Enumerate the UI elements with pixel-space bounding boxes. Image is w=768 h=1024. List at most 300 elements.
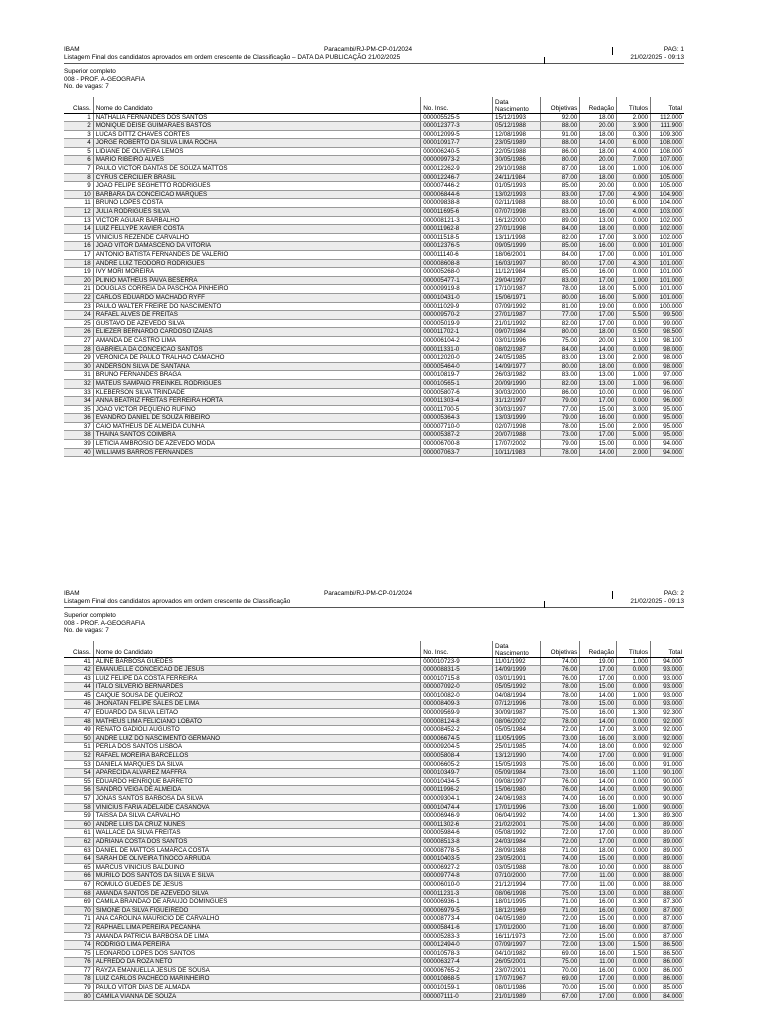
cell-essay: 18.00 bbox=[580, 173, 617, 182]
col-titles: Títulos bbox=[617, 97, 651, 114]
cell-titles: 1.000 bbox=[617, 276, 651, 285]
cell-name: ANDRE LUIS DA CRUZ NUNES bbox=[93, 820, 420, 829]
cell-class: 12 bbox=[64, 208, 93, 217]
cell-name: JOAO FELIPE SEGHETTO RODRIGUES bbox=[93, 182, 420, 191]
cell-titles: 0.000 bbox=[617, 880, 651, 889]
cell-registration: 000010434-5 bbox=[421, 777, 493, 786]
table-row bbox=[64, 405, 684, 414]
cell-birthdate: 24/06/1983 bbox=[493, 795, 541, 804]
cell-titles: 0.000 bbox=[617, 251, 651, 260]
cell-total: 101.000 bbox=[651, 242, 684, 251]
cell-titles: 0.000 bbox=[617, 846, 651, 855]
cell-objective: 88.00 bbox=[541, 199, 580, 208]
cell-birthdate: 16/11/1973 bbox=[493, 932, 541, 941]
cell-titles: 1.300 bbox=[617, 812, 651, 821]
cell-class: 65 bbox=[64, 863, 93, 872]
cell-name: LUIZ CARLOS PACHECO MARINHEIRO bbox=[93, 975, 420, 984]
table-row bbox=[64, 803, 684, 812]
cell-registration: 000006844-6 bbox=[421, 190, 493, 199]
cell-name: EVANDRO DANIEL DE SOUZA RIBEIRO bbox=[93, 414, 420, 423]
cell-total: 108.000 bbox=[651, 147, 684, 156]
cell-essay: 18.00 bbox=[580, 147, 617, 156]
cell-total: 87.000 bbox=[651, 906, 684, 915]
cell-essay: 15.00 bbox=[580, 405, 617, 414]
table-row bbox=[64, 820, 684, 829]
cell-titles: 0.000 bbox=[617, 700, 651, 709]
cell-objective: 72.00 bbox=[541, 932, 580, 941]
cell-class: 16 bbox=[64, 242, 93, 251]
cell-birthdate: 29/10/1988 bbox=[493, 165, 541, 174]
cell-total: 104.000 bbox=[651, 199, 684, 208]
cell-class: 36 bbox=[64, 414, 93, 423]
cell-objective: 86.00 bbox=[541, 147, 580, 156]
cell-essay: 15.00 bbox=[580, 700, 617, 709]
cell-total: 104.900 bbox=[651, 190, 684, 199]
cell-name: MATHEUS LIMA FELICIANO LOBATO bbox=[93, 717, 420, 726]
cell-class: 21 bbox=[64, 285, 93, 294]
cell-total: 92.000 bbox=[651, 726, 684, 735]
cell-registration: 000005019-9 bbox=[421, 319, 493, 328]
table-row bbox=[64, 448, 684, 457]
cell-name: VICTOR AGUIAR BARBALHO bbox=[93, 216, 420, 225]
cell-name: ALFREDO DA ROZA NETO bbox=[93, 958, 420, 967]
cell-objective: 72.00 bbox=[541, 915, 580, 924]
cell-name: ANDRE LUIZ TEODORO RODRIGUES bbox=[93, 259, 420, 268]
cell-titles: 0.000 bbox=[617, 302, 651, 311]
table-row bbox=[64, 743, 684, 752]
table-row bbox=[64, 285, 684, 294]
cell-titles: 1.000 bbox=[617, 657, 651, 666]
cell-birthdate: 29/04/1997 bbox=[493, 276, 541, 285]
cell-total: 86.000 bbox=[651, 966, 684, 975]
cell-total: 90.000 bbox=[651, 777, 684, 786]
cell-objective: 71.00 bbox=[541, 846, 580, 855]
cell-registration: 000007092-0 bbox=[421, 683, 493, 692]
table-row bbox=[64, 311, 684, 320]
table-row bbox=[64, 984, 684, 993]
header-divider bbox=[544, 57, 545, 64]
cell-class: 55 bbox=[64, 777, 93, 786]
cell-titles: 1.000 bbox=[617, 691, 651, 700]
cell-registration: 000010723-9 bbox=[421, 657, 493, 666]
table-row bbox=[64, 717, 684, 726]
cell-birthdate: 11/12/1984 bbox=[493, 268, 541, 277]
cell-name: PAULO VICTOR DANTAS DE SOUZA MATTOS bbox=[93, 165, 420, 174]
cell-objective: 74.00 bbox=[541, 743, 580, 752]
cell-essay: 16.00 bbox=[580, 709, 617, 718]
cell-registration: 000009774-8 bbox=[421, 872, 493, 881]
cell-class: 19 bbox=[64, 268, 93, 277]
cell-class: 44 bbox=[64, 683, 93, 692]
cell-essay: 13.00 bbox=[580, 379, 617, 388]
cell-registration: 000007710-0 bbox=[421, 422, 493, 431]
cell-essay: 15.00 bbox=[580, 422, 617, 431]
cell-class: 15 bbox=[64, 233, 93, 242]
cell-titles: 4.000 bbox=[617, 208, 651, 217]
table-row bbox=[64, 431, 684, 440]
cell-birthdate: 03/05/1988 bbox=[493, 863, 541, 872]
cell-birthdate: 11/05/1995 bbox=[493, 734, 541, 743]
cell-total: 101.000 bbox=[651, 293, 684, 302]
table-body bbox=[64, 657, 684, 1001]
cell-total: 93.000 bbox=[651, 691, 684, 700]
table-row bbox=[64, 726, 684, 735]
cell-birthdate: 05/05/1992 bbox=[493, 683, 541, 692]
cell-titles: 5.000 bbox=[617, 431, 651, 440]
cell-name: EDUARDO HENRIQUE BARRETO bbox=[93, 777, 420, 786]
cell-registration: 000007063-7 bbox=[421, 448, 493, 457]
cell-objective: 75.00 bbox=[541, 709, 580, 718]
cell-name: ITALO SILVERIO BERNARDES bbox=[93, 683, 420, 692]
cell-class: 67 bbox=[64, 880, 93, 889]
cell-titles: 0.000 bbox=[617, 786, 651, 795]
cell-class: 74 bbox=[64, 941, 93, 950]
cell-class: 45 bbox=[64, 691, 93, 700]
cell-class: 43 bbox=[64, 674, 93, 683]
table-row bbox=[64, 276, 684, 285]
cell-class: 37 bbox=[64, 422, 93, 431]
cell-class: 4 bbox=[64, 139, 93, 148]
cell-objective: 75.00 bbox=[541, 958, 580, 967]
cell-class: 51 bbox=[64, 743, 93, 752]
cell-titles: 2.000 bbox=[617, 354, 651, 363]
table-row bbox=[64, 302, 684, 311]
cell-essay: 14.00 bbox=[580, 448, 617, 457]
cell-birthdate: 08/06/1998 bbox=[493, 889, 541, 898]
cell-essay: 13.00 bbox=[580, 889, 617, 898]
cell-essay: 14.00 bbox=[580, 139, 617, 148]
cell-class: 7 bbox=[64, 165, 93, 174]
cell-name: DANIELA MARQUES DA SILVA bbox=[93, 760, 420, 769]
cell-titles: 0.000 bbox=[617, 855, 651, 864]
cell-titles: 7.000 bbox=[617, 156, 651, 165]
cell-titles: 0.000 bbox=[617, 889, 651, 898]
cell-name: VINICIUS FARIA ADELAIDE CASANOVA bbox=[93, 803, 420, 812]
cell-birthdate: 17/07/2002 bbox=[493, 440, 541, 449]
cell-total: 103.000 bbox=[651, 208, 684, 217]
cell-birthdate: 07/12/1996 bbox=[493, 700, 541, 709]
cell-total: 112.000 bbox=[651, 113, 684, 122]
table-row bbox=[64, 173, 684, 182]
cell-objective: 77.00 bbox=[541, 311, 580, 320]
cell-essay: 16.00 bbox=[580, 769, 617, 778]
cell-registration: 000009569-9 bbox=[421, 709, 493, 718]
cell-objective: 76.00 bbox=[541, 786, 580, 795]
cell-registration: 000005364-3 bbox=[421, 414, 493, 423]
cell-titles: 0.000 bbox=[617, 414, 651, 423]
table-row bbox=[64, 898, 684, 907]
cell-name: LUIZ FELIPE DA COSTA FERREIRA bbox=[93, 674, 420, 683]
cell-name: ADRIANA COSTA DOS SANTOS bbox=[93, 837, 420, 846]
cell-name: AMANDA DE CASTRO LIMA bbox=[93, 336, 420, 345]
cell-essay: 13.00 bbox=[580, 371, 617, 380]
cell-birthdate: 13/03/1999 bbox=[493, 414, 541, 423]
table-row bbox=[64, 319, 684, 328]
cell-class: 54 bbox=[64, 769, 93, 778]
cell-objective: 72.00 bbox=[541, 837, 580, 846]
cell-essay: 17.00 bbox=[580, 311, 617, 320]
cell-birthdate: 15/05/1993 bbox=[493, 760, 541, 769]
cell-essay: 14.00 bbox=[580, 717, 617, 726]
cell-essay: 18.00 bbox=[580, 846, 617, 855]
cell-essay: 10.00 bbox=[580, 388, 617, 397]
table-row bbox=[64, 863, 684, 872]
cell-total: 96.000 bbox=[651, 397, 684, 406]
table-row bbox=[64, 165, 684, 174]
cell-essay: 16.00 bbox=[580, 949, 617, 958]
table-row bbox=[64, 958, 684, 967]
cell-total: 93.000 bbox=[651, 683, 684, 692]
cell-titles: 1.500 bbox=[617, 941, 651, 950]
cell-objective: 74.00 bbox=[541, 812, 580, 821]
cell-registration: 000005841-6 bbox=[421, 923, 493, 932]
contest-code: Paracambi/RJ-PM-CP-01/2024 bbox=[324, 46, 413, 53]
cell-titles: 0.000 bbox=[617, 906, 651, 915]
cell-essay: 19.00 bbox=[580, 302, 617, 311]
cell-objective: 88.00 bbox=[541, 122, 580, 131]
cell-essay: 17.00 bbox=[580, 251, 617, 260]
cell-birthdate: 17/01/2000 bbox=[493, 923, 541, 932]
cell-total: 87.000 bbox=[651, 923, 684, 932]
cell-titles: 2.000 bbox=[617, 448, 651, 457]
cell-objective: 86.00 bbox=[541, 388, 580, 397]
cell-titles: 3.000 bbox=[617, 726, 651, 735]
cell-class: 28 bbox=[64, 345, 93, 354]
table-row bbox=[64, 709, 684, 718]
col-class: Class. bbox=[64, 641, 93, 658]
cell-total: 86.000 bbox=[651, 958, 684, 967]
cell-essay: 16.00 bbox=[580, 966, 617, 975]
table-row bbox=[64, 440, 684, 449]
cell-class: 23 bbox=[64, 302, 93, 311]
cell-class: 48 bbox=[64, 717, 93, 726]
cell-registration: 000010868-5 bbox=[421, 975, 493, 984]
cell-name: GUSTAVO DE AZEVEDO SILVA bbox=[93, 319, 420, 328]
cell-objective: 82.00 bbox=[541, 233, 580, 242]
cell-essay: 16.00 bbox=[580, 734, 617, 743]
cell-objective: 77.00 bbox=[541, 405, 580, 414]
table-row bbox=[64, 795, 684, 804]
cell-class: 71 bbox=[64, 915, 93, 924]
cell-objective: 83.00 bbox=[541, 354, 580, 363]
cell-class: 9 bbox=[64, 182, 93, 191]
cell-objective: 79.00 bbox=[541, 397, 580, 406]
cell-registration: 000009919-8 bbox=[421, 285, 493, 294]
cell-essay: 11.00 bbox=[580, 872, 617, 881]
col-registration: No. Insc. bbox=[421, 641, 493, 658]
cell-class: 30 bbox=[64, 362, 93, 371]
cell-essay: 15.00 bbox=[580, 440, 617, 449]
cell-registration: 000005464-0 bbox=[421, 362, 493, 371]
col-class: Class. bbox=[64, 97, 93, 114]
cell-name: SARAH DE OLIVEIRA TINOCO ARRUDA bbox=[93, 855, 420, 864]
cell-total: 98.000 bbox=[651, 345, 684, 354]
table-row bbox=[64, 216, 684, 225]
cell-total: 102.000 bbox=[651, 225, 684, 234]
cell-objective: 69.00 bbox=[541, 975, 580, 984]
cell-essay: 17.00 bbox=[580, 666, 617, 675]
vacancies: No. de vagas: 7 bbox=[64, 627, 109, 634]
cell-objective: 73.00 bbox=[541, 431, 580, 440]
cell-class: 34 bbox=[64, 397, 93, 406]
cell-titles: 0.000 bbox=[617, 837, 651, 846]
cell-objective: 84.00 bbox=[541, 225, 580, 234]
cell-essay: 17.00 bbox=[580, 726, 617, 735]
cell-birthdate: 23/07/2001 bbox=[493, 966, 541, 975]
cell-birthdate: 10/11/1983 bbox=[493, 448, 541, 457]
cell-titles: 0.000 bbox=[617, 795, 651, 804]
cell-objective: 74.00 bbox=[541, 752, 580, 761]
cell-class: 53 bbox=[64, 760, 93, 769]
cell-objective: 69.00 bbox=[541, 949, 580, 958]
cell-total: 97.000 bbox=[651, 371, 684, 380]
cell-class: 50 bbox=[64, 734, 93, 743]
cell-objective: 80.00 bbox=[541, 328, 580, 337]
cell-name: THAINA SANTOS COIMBRA bbox=[93, 431, 420, 440]
cell-name: CYRUS CERCILIER BRASIL bbox=[93, 173, 420, 182]
cell-registration: 000011029-9 bbox=[421, 302, 493, 311]
cell-total: 107.000 bbox=[651, 156, 684, 165]
cell-birthdate: 25/01/1985 bbox=[493, 743, 541, 752]
cell-objective: 72.00 bbox=[541, 941, 580, 950]
cell-class: 24 bbox=[64, 311, 93, 320]
cell-essay: 16.00 bbox=[580, 242, 617, 251]
cell-titles: 0.000 bbox=[617, 388, 651, 397]
cell-registration: 000006946-9 bbox=[421, 812, 493, 821]
table-row bbox=[64, 259, 684, 268]
cell-class: 20 bbox=[64, 276, 93, 285]
cell-objective: 73.00 bbox=[541, 769, 580, 778]
cell-total: 96.000 bbox=[651, 388, 684, 397]
cell-titles: 0.000 bbox=[617, 666, 651, 675]
cell-titles: 0.000 bbox=[617, 992, 651, 1001]
cell-objective: 74.00 bbox=[541, 657, 580, 666]
cell-registration: 000009838-8 bbox=[421, 199, 493, 208]
cell-registration: 000008409-3 bbox=[421, 700, 493, 709]
cell-registration: 000010715-8 bbox=[421, 674, 493, 683]
cell-registration: 000006327-4 bbox=[421, 958, 493, 967]
cell-essay: 19.00 bbox=[580, 657, 617, 666]
cell-name: ANNA BEATRIZ FREITAS FERREIRA HORTA bbox=[93, 397, 420, 406]
cell-essay: 18.00 bbox=[580, 113, 617, 122]
cell-essay: 17.00 bbox=[580, 431, 617, 440]
cell-registration: 000011700-5 bbox=[421, 405, 493, 414]
cell-class: 42 bbox=[64, 666, 93, 675]
cell-registration: 000008452-2 bbox=[421, 726, 493, 735]
cell-total: 94.000 bbox=[651, 440, 684, 449]
cell-total: 90.000 bbox=[651, 803, 684, 812]
table-row bbox=[64, 345, 684, 354]
cell-registration: 000010403-5 bbox=[421, 855, 493, 864]
cell-registration: 000005984-6 bbox=[421, 829, 493, 838]
cell-objective: 67.00 bbox=[541, 992, 580, 1001]
table-row bbox=[64, 760, 684, 769]
cell-birthdate: 24/11/1984 bbox=[493, 173, 541, 182]
cell-titles: 0.000 bbox=[617, 820, 651, 829]
cell-name: MURILO DOS SANTOS DA SILVA E SILVA bbox=[93, 872, 420, 881]
cell-titles: 5.000 bbox=[617, 293, 651, 302]
cell-registration: 000009204-5 bbox=[421, 743, 493, 752]
cell-registration: 000008778-5 bbox=[421, 846, 493, 855]
cell-class: 41 bbox=[64, 657, 93, 666]
cell-total: 95.000 bbox=[651, 414, 684, 423]
cell-registration: 000008513-8 bbox=[421, 837, 493, 846]
cell-name: ALINE BARBOSA GUEDES bbox=[93, 657, 420, 666]
cell-essay: 16.00 bbox=[580, 898, 617, 907]
cell-registration: 000006936-1 bbox=[421, 898, 493, 907]
cell-objective: 72.00 bbox=[541, 726, 580, 735]
print-datetime: 21/02/2025 - 09:13 bbox=[630, 598, 684, 605]
cell-titles: 0.000 bbox=[617, 829, 651, 838]
cell-titles: 0.000 bbox=[617, 362, 651, 371]
cell-titles: 0.000 bbox=[617, 242, 651, 251]
page-header bbox=[64, 591, 684, 608]
report-title: Listagem Final dos candidatos aprovados em ordem crescente de Classificação bbox=[64, 598, 291, 605]
cell-titles: 2.000 bbox=[617, 422, 651, 431]
cell-objective: 71.00 bbox=[541, 906, 580, 915]
cell-total: 98.000 bbox=[651, 354, 684, 363]
table-row bbox=[64, 182, 684, 191]
cell-name: WILLIAMS BARROS FERNANDES bbox=[93, 448, 420, 457]
cell-titles: 0.500 bbox=[617, 328, 651, 337]
cell-total: 85.000 bbox=[651, 984, 684, 993]
cell-class: 40 bbox=[64, 448, 93, 457]
table-row bbox=[64, 139, 684, 148]
cell-name: AMANDA SANTOS DE AZEVEDO SILVA bbox=[93, 889, 420, 898]
cell-titles: 0.000 bbox=[617, 966, 651, 975]
cell-name: JOAO VITOR DAMASCENO DA VITORIA bbox=[93, 242, 420, 251]
cell-objective: 80.00 bbox=[541, 362, 580, 371]
cell-birthdate: 13/12/1990 bbox=[493, 752, 541, 761]
cell-birthdate: 30/05/1986 bbox=[493, 156, 541, 165]
cell-name: EDUARDO DA SILVA LEITAO bbox=[93, 709, 420, 718]
cell-objective: 92.00 bbox=[541, 113, 580, 122]
cell-objective: 73.00 bbox=[541, 803, 580, 812]
cell-essay: 17.00 bbox=[580, 975, 617, 984]
cell-titles: 0.000 bbox=[617, 932, 651, 941]
cell-class: 46 bbox=[64, 700, 93, 709]
cell-registration: 000008831-5 bbox=[421, 666, 493, 675]
cell-essay: 18.00 bbox=[580, 328, 617, 337]
cell-total: 94.000 bbox=[651, 657, 684, 666]
cell-name: LETICIA AMBROSIO DE AZEVEDO MODA bbox=[93, 440, 420, 449]
cell-registration: 000005283-3 bbox=[421, 932, 493, 941]
cell-titles: 0.000 bbox=[617, 683, 651, 692]
table-row bbox=[64, 855, 684, 864]
cell-titles: 0.000 bbox=[617, 717, 651, 726]
cell-birthdate: 03/01/1991 bbox=[493, 674, 541, 683]
cell-titles: 4.900 bbox=[617, 190, 651, 199]
table-row bbox=[64, 362, 684, 371]
cell-essay: 16.00 bbox=[580, 208, 617, 217]
cell-essay: 14.00 bbox=[580, 786, 617, 795]
cell-titles: 0.000 bbox=[617, 216, 651, 225]
cell-essay: 15.00 bbox=[580, 932, 617, 941]
table-row bbox=[64, 906, 684, 915]
cell-name: AMANDA PATRICIA BARBOSA DE LIMA bbox=[93, 932, 420, 941]
cell-class: 57 bbox=[64, 795, 93, 804]
cell-name: JORGE ROBERTO DA SILVA LIMA ROCHA bbox=[93, 139, 420, 148]
cell-titles: 0.000 bbox=[617, 863, 651, 872]
table-row bbox=[64, 388, 684, 397]
cell-objective: 75.00 bbox=[541, 336, 580, 345]
cell-titles: 3.100 bbox=[617, 336, 651, 345]
cell-total: 89.300 bbox=[651, 812, 684, 821]
table-row bbox=[64, 147, 684, 156]
cell-registration: 000012376-5 bbox=[421, 242, 493, 251]
col-birthdate-label: Data Nascimento bbox=[495, 98, 529, 113]
cell-titles: 1.000 bbox=[617, 379, 651, 388]
